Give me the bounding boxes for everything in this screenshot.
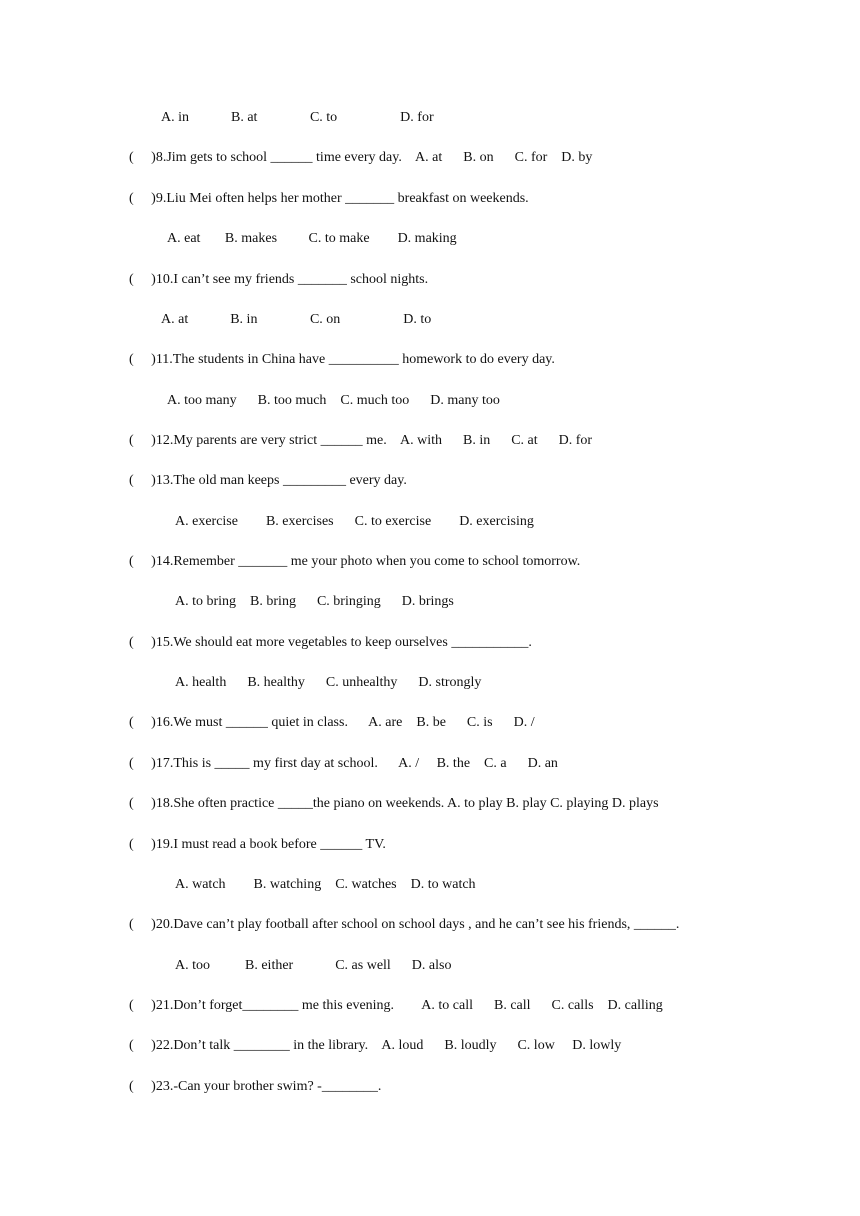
options-line-13: A. exercise B. exercises C. to exercise D. exercising bbox=[175, 514, 534, 529]
options-line-10: A. at B. in C. on D. to bbox=[161, 312, 432, 327]
question-19: ( )19.I must read a book before ______ TV. bbox=[129, 837, 386, 852]
question-11: ( )11.The students in China have __________ homework to do every day. bbox=[129, 352, 555, 367]
options-line-7: A. in B. at C. to D. for bbox=[161, 110, 434, 125]
question-13: ( )13.The old man keeps _________ every day. bbox=[129, 473, 407, 488]
question-17: ( )17.This is _____ my first day at school. A. / B. the C. a D. an bbox=[129, 756, 558, 771]
question-21: ( )21.Don’t forget________ me this evening. A. to call B. call C. calls D. calling bbox=[129, 998, 663, 1013]
question-16: ( )16.We must ______ quiet in class. A. are B. be C. is D. / bbox=[129, 715, 535, 730]
options-line-11: A. too many B. too much C. much too D. many too bbox=[167, 393, 500, 408]
question-8: ( )8.Jim gets to school ______ time every day. A. at B. on C. for D. by bbox=[129, 150, 593, 165]
question-18: ( )18.She often practice _____the piano on weekends. A. to play B. play C. playing D. plays bbox=[129, 796, 659, 811]
options-line-19: A. watch B. watching C. watches D. to watch bbox=[175, 877, 476, 892]
question-15: ( )15.We should eat more vegetables to keep ourselves ___________. bbox=[129, 635, 532, 650]
question-9: ( )9.Liu Mei often helps her mother _______ breakfast on weekends. bbox=[129, 191, 529, 206]
options-line-9: A. eat B. makes C. to make D. making bbox=[167, 231, 457, 246]
question-20: ( )20.Dave can’t play football after school on school days , and he can’t see his friends, ______. bbox=[129, 917, 680, 932]
options-line-15: A. health B. healthy C. unhealthy D. strongly bbox=[175, 675, 482, 690]
options-line-14: A. to bring B. bring C. bringing D. brings bbox=[175, 594, 454, 609]
options-line-20: A. too B. either C. as well D. also bbox=[175, 958, 452, 973]
question-14: ( )14.Remember _______ me your photo when you come to school tomorrow. bbox=[129, 554, 581, 569]
question-12: ( )12.My parents are very strict ______ me. A. with B. in C. at D. for bbox=[129, 433, 593, 448]
question-23: ( )23.-Can your brother swim? -________. bbox=[129, 1079, 382, 1094]
question-22: ( )22.Don’t talk ________ in the library. A. loud B. loudly C. low D. lowly bbox=[129, 1038, 622, 1053]
question-10: ( )10.I can’t see my friends _______ school nights. bbox=[129, 272, 429, 287]
